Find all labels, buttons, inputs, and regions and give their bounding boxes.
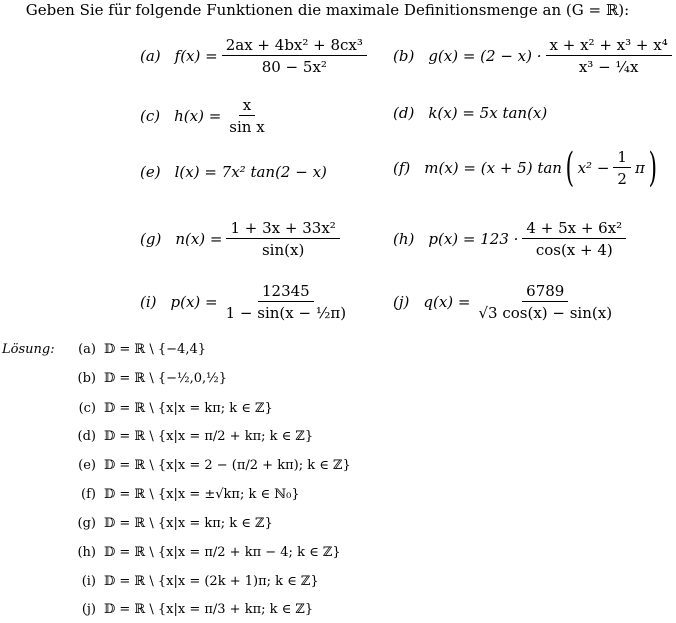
- solution-label: (b): [77, 371, 96, 386]
- task-lhs: k(x) = 5x tan(x): [428, 104, 548, 122]
- solution-text: 𝔻 = ℝ \ {x|x = π/3 + kπ; k ∈ ℤ}: [104, 602, 314, 617]
- task-e: [140, 163, 327, 181]
- solution-label: (c): [78, 401, 96, 416]
- task-title: Geben Sie für folgende Funktionen die maximale Definitionsmenge an (G = ℝ):: [25, 1, 630, 19]
- solution-text: 𝔻 = ℝ \ {−4,4}: [104, 342, 206, 357]
- task-d: [393, 104, 547, 122]
- task-label: (e): [140, 163, 161, 181]
- inner-term: x² −: [577, 159, 610, 177]
- solution-label: (f): [81, 487, 96, 502]
- task-c: [140, 96, 273, 136]
- fraction: [225, 96, 268, 136]
- solution-label: (d): [77, 429, 96, 444]
- solution-j: [62, 602, 313, 617]
- solution-label: (h): [77, 545, 96, 560]
- solution-text: 𝔻 = ℝ \ {x|x = π/2 + kπ − 4; k ∈ ℤ}: [104, 545, 341, 560]
- fraction: [474, 282, 616, 322]
- denominator: sin(x): [261, 241, 305, 259]
- solution-d: [62, 429, 313, 444]
- numerator: 12345: [258, 282, 314, 302]
- task-label: (a): [140, 47, 161, 65]
- fraction: [546, 36, 672, 76]
- solution-h: [62, 545, 341, 560]
- fraction: [226, 219, 339, 259]
- solution-text: 𝔻 = ℝ \ {x|x = (2k + 1)π; k ∈ ℤ}: [104, 574, 319, 589]
- task-label: (j): [393, 293, 410, 311]
- solution-f: [62, 487, 300, 502]
- task-lhs: m(x) = (x + 5) tan: [424, 159, 562, 177]
- denominator: 80 − 5x²: [261, 58, 327, 76]
- solution-text: 𝔻 = ℝ \ {x|x = kπ; k ∈ ℤ}: [104, 401, 273, 416]
- task-f: [393, 145, 660, 191]
- fraction: [613, 148, 631, 188]
- solution-text: 𝔻 = ℝ \ {−½,0,½}: [104, 371, 228, 386]
- fraction: [522, 219, 626, 259]
- denominator: 2: [617, 170, 627, 188]
- solution-label: (i): [81, 574, 96, 589]
- task-lhs: n(x) =: [175, 230, 223, 248]
- numerator: x + x² + x³ + x⁴: [546, 36, 672, 56]
- right-paren: ): [648, 145, 657, 191]
- denominator: x³ − ¼x: [578, 58, 639, 76]
- solution-c: [62, 401, 273, 416]
- numerator: 1 + 3x + 33x²: [226, 219, 339, 239]
- fraction: [222, 282, 350, 322]
- task-b: [393, 36, 676, 76]
- numerator: 6789: [522, 282, 568, 302]
- task-label: (d): [393, 104, 415, 122]
- solution-label: (a): [78, 342, 96, 357]
- fraction: [222, 36, 367, 76]
- solution-g: [62, 516, 273, 531]
- task-lhs: q(x) =: [423, 293, 471, 311]
- task-h: [393, 219, 630, 259]
- task-i: [140, 282, 354, 322]
- solution-i: [62, 574, 319, 589]
- task-lhs: p(x) = 123 ·: [428, 230, 519, 248]
- task-lhs: h(x) =: [174, 107, 222, 125]
- task-label: (f): [393, 159, 411, 177]
- task-lhs: g(x) = (2 − x) ·: [428, 47, 542, 65]
- solution-label: (e): [78, 458, 96, 473]
- task-g: [140, 219, 344, 259]
- solution-text: 𝔻 = ℝ \ {x|x = 2 − (π/2 + kπ); k ∈ ℤ}: [104, 458, 351, 473]
- solution-e: [62, 458, 351, 473]
- task-j: [393, 282, 620, 322]
- task-lhs: l(x) = 7x² tan(2 − x): [174, 163, 327, 181]
- numerator: 2ax + 4bx² + 8cx³: [222, 36, 367, 56]
- task-label: (g): [140, 230, 162, 248]
- numerator: 1: [613, 148, 631, 168]
- solution-text: 𝔻 = ℝ \ {x|x = π/2 + kπ; k ∈ ℤ}: [104, 429, 314, 444]
- solution-text: 𝔻 = ℝ \ {x|x = ±√kπ; k ∈ ℕ₀}: [104, 487, 300, 502]
- solution-b: [62, 371, 227, 386]
- solution-heading: Lösung:: [2, 342, 55, 357]
- task-a: [140, 36, 371, 76]
- task-label: (c): [140, 107, 161, 125]
- denominator: sin x: [229, 118, 265, 136]
- solution-text: 𝔻 = ℝ \ {x|x = kπ; k ∈ ℤ}: [104, 516, 273, 531]
- denominator: √3 cos(x) − sin(x): [478, 304, 613, 322]
- solution-label: (j): [81, 602, 96, 617]
- task-label: (h): [393, 230, 415, 248]
- numerator: 4 + 5x + 6x²: [522, 219, 626, 239]
- numerator: x: [239, 96, 255, 116]
- pi-term: π: [634, 159, 645, 177]
- task-lhs: f(x) =: [174, 47, 218, 65]
- denominator: 1 − sin(x − ½π): [225, 304, 347, 322]
- solution-label: (g): [77, 516, 96, 531]
- task-label: (b): [393, 47, 415, 65]
- solution-a: [62, 342, 206, 357]
- denominator: cos(x + 4): [535, 241, 613, 259]
- left-paren: (: [565, 145, 575, 191]
- task-label: (i): [140, 293, 157, 311]
- task-lhs: p(x) =: [170, 293, 218, 311]
